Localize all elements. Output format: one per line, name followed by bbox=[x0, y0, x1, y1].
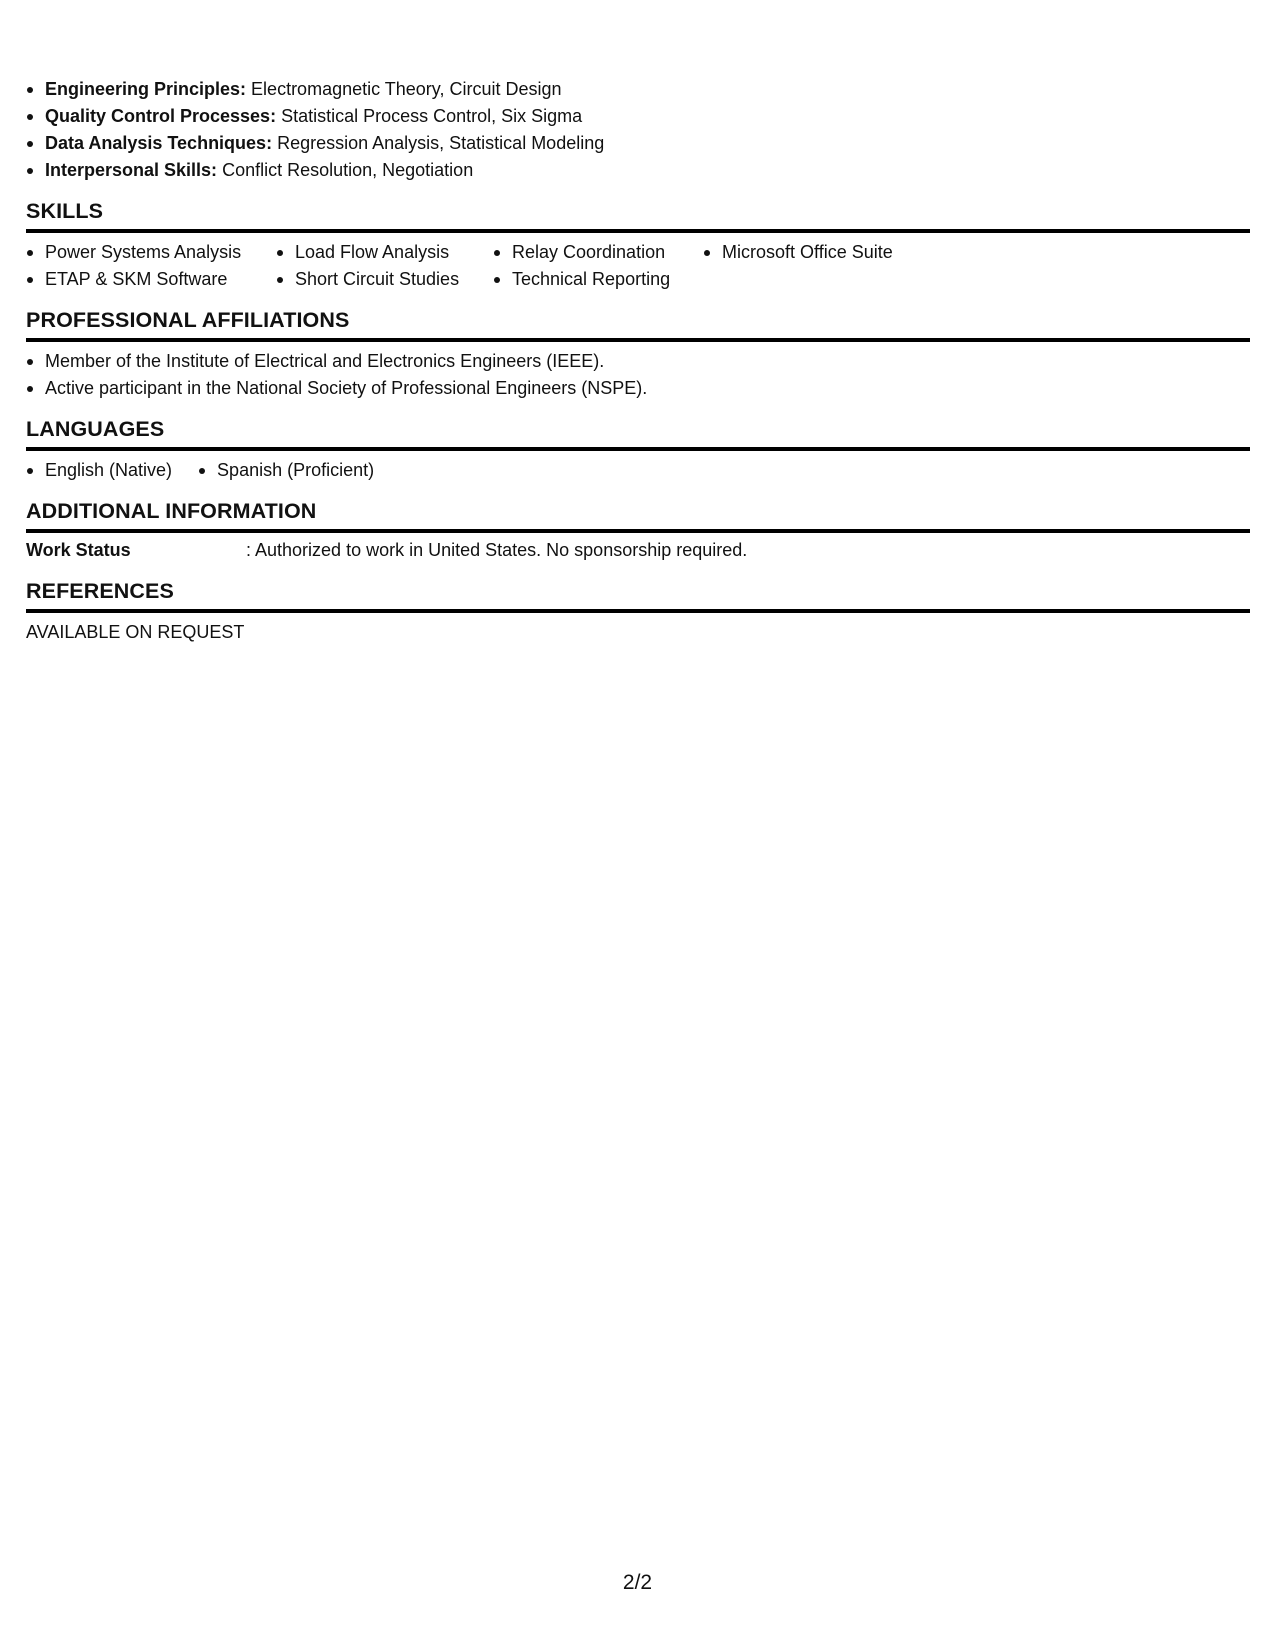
language-item: English (Native) bbox=[26, 457, 172, 484]
skills-column bbox=[276, 239, 493, 293]
languages-heading: LANGUAGES bbox=[26, 417, 165, 441]
skill-item: Load Flow Analysis bbox=[276, 239, 493, 266]
competencies-list bbox=[26, 76, 1250, 184]
skills-column bbox=[26, 239, 276, 293]
skill-item: Technical Reporting bbox=[493, 266, 703, 293]
skills-heading: SKILLS bbox=[26, 199, 104, 223]
competency-value: Electromagnetic Theory, Circuit Design bbox=[246, 79, 562, 99]
languages-section bbox=[26, 416, 1250, 484]
competency-value: Regression Analysis, Statistical Modeling bbox=[272, 133, 605, 153]
references-text: AVAILABLE ON REQUEST bbox=[26, 622, 245, 642]
section-divider bbox=[26, 229, 1250, 233]
list-item bbox=[26, 76, 1250, 103]
work-status-row bbox=[26, 537, 1250, 564]
skills-column bbox=[493, 239, 703, 293]
section-divider bbox=[26, 529, 1250, 533]
languages-list bbox=[26, 457, 400, 484]
affiliations-list bbox=[26, 348, 1250, 402]
languages-row bbox=[26, 457, 1250, 484]
section-divider bbox=[26, 338, 1250, 342]
affiliations-section bbox=[26, 307, 1250, 402]
skill-item: Power Systems Analysis bbox=[26, 239, 276, 266]
affiliation-item: Active participant in the National Society of Professional Engineers (NSPE). bbox=[26, 375, 1250, 402]
affiliations-heading: PROFESSIONAL AFFILIATIONS bbox=[26, 308, 350, 332]
competency-label: Quality Control Processes: bbox=[45, 106, 277, 126]
work-status-value: : Authorized to work in United States. No sponsorship required. bbox=[246, 540, 748, 560]
skills-column bbox=[703, 239, 943, 293]
competency-value: Conflict Resolution, Negotiation bbox=[217, 160, 474, 180]
competency-label: Engineering Principles: bbox=[45, 79, 247, 99]
skill-item: Short Circuit Studies bbox=[276, 266, 493, 293]
references-section bbox=[26, 578, 1250, 646]
list-item bbox=[26, 130, 1250, 157]
competency-label: Data Analysis Techniques: bbox=[45, 133, 273, 153]
competency-label: Interpersonal Skills: bbox=[45, 160, 218, 180]
section-divider bbox=[26, 609, 1250, 613]
list-item bbox=[26, 157, 1250, 184]
competency-value: Statistical Process Control, Six Sigma bbox=[276, 106, 583, 126]
resume-page bbox=[26, 76, 1250, 646]
page-number: 2/2 bbox=[622, 1571, 653, 1594]
skill-item: Microsoft Office Suite bbox=[703, 239, 943, 266]
skill-item: ETAP & SKM Software bbox=[26, 266, 276, 293]
affiliation-item: Member of the Institute of Electrical and Electronics Engineers (IEEE). bbox=[26, 348, 1250, 375]
list-item bbox=[26, 103, 1250, 130]
additional-information-section bbox=[26, 498, 1250, 564]
skills-section bbox=[26, 198, 1250, 293]
language-item: Spanish (Proficient) bbox=[198, 457, 374, 484]
skills-grid bbox=[26, 239, 1250, 293]
skill-item: Relay Coordination bbox=[493, 239, 703, 266]
work-status-label: Work Status bbox=[26, 540, 131, 560]
additional-information-heading: ADDITIONAL INFORMATION bbox=[26, 499, 317, 523]
section-divider bbox=[26, 447, 1250, 451]
references-heading: REFERENCES bbox=[26, 579, 174, 603]
